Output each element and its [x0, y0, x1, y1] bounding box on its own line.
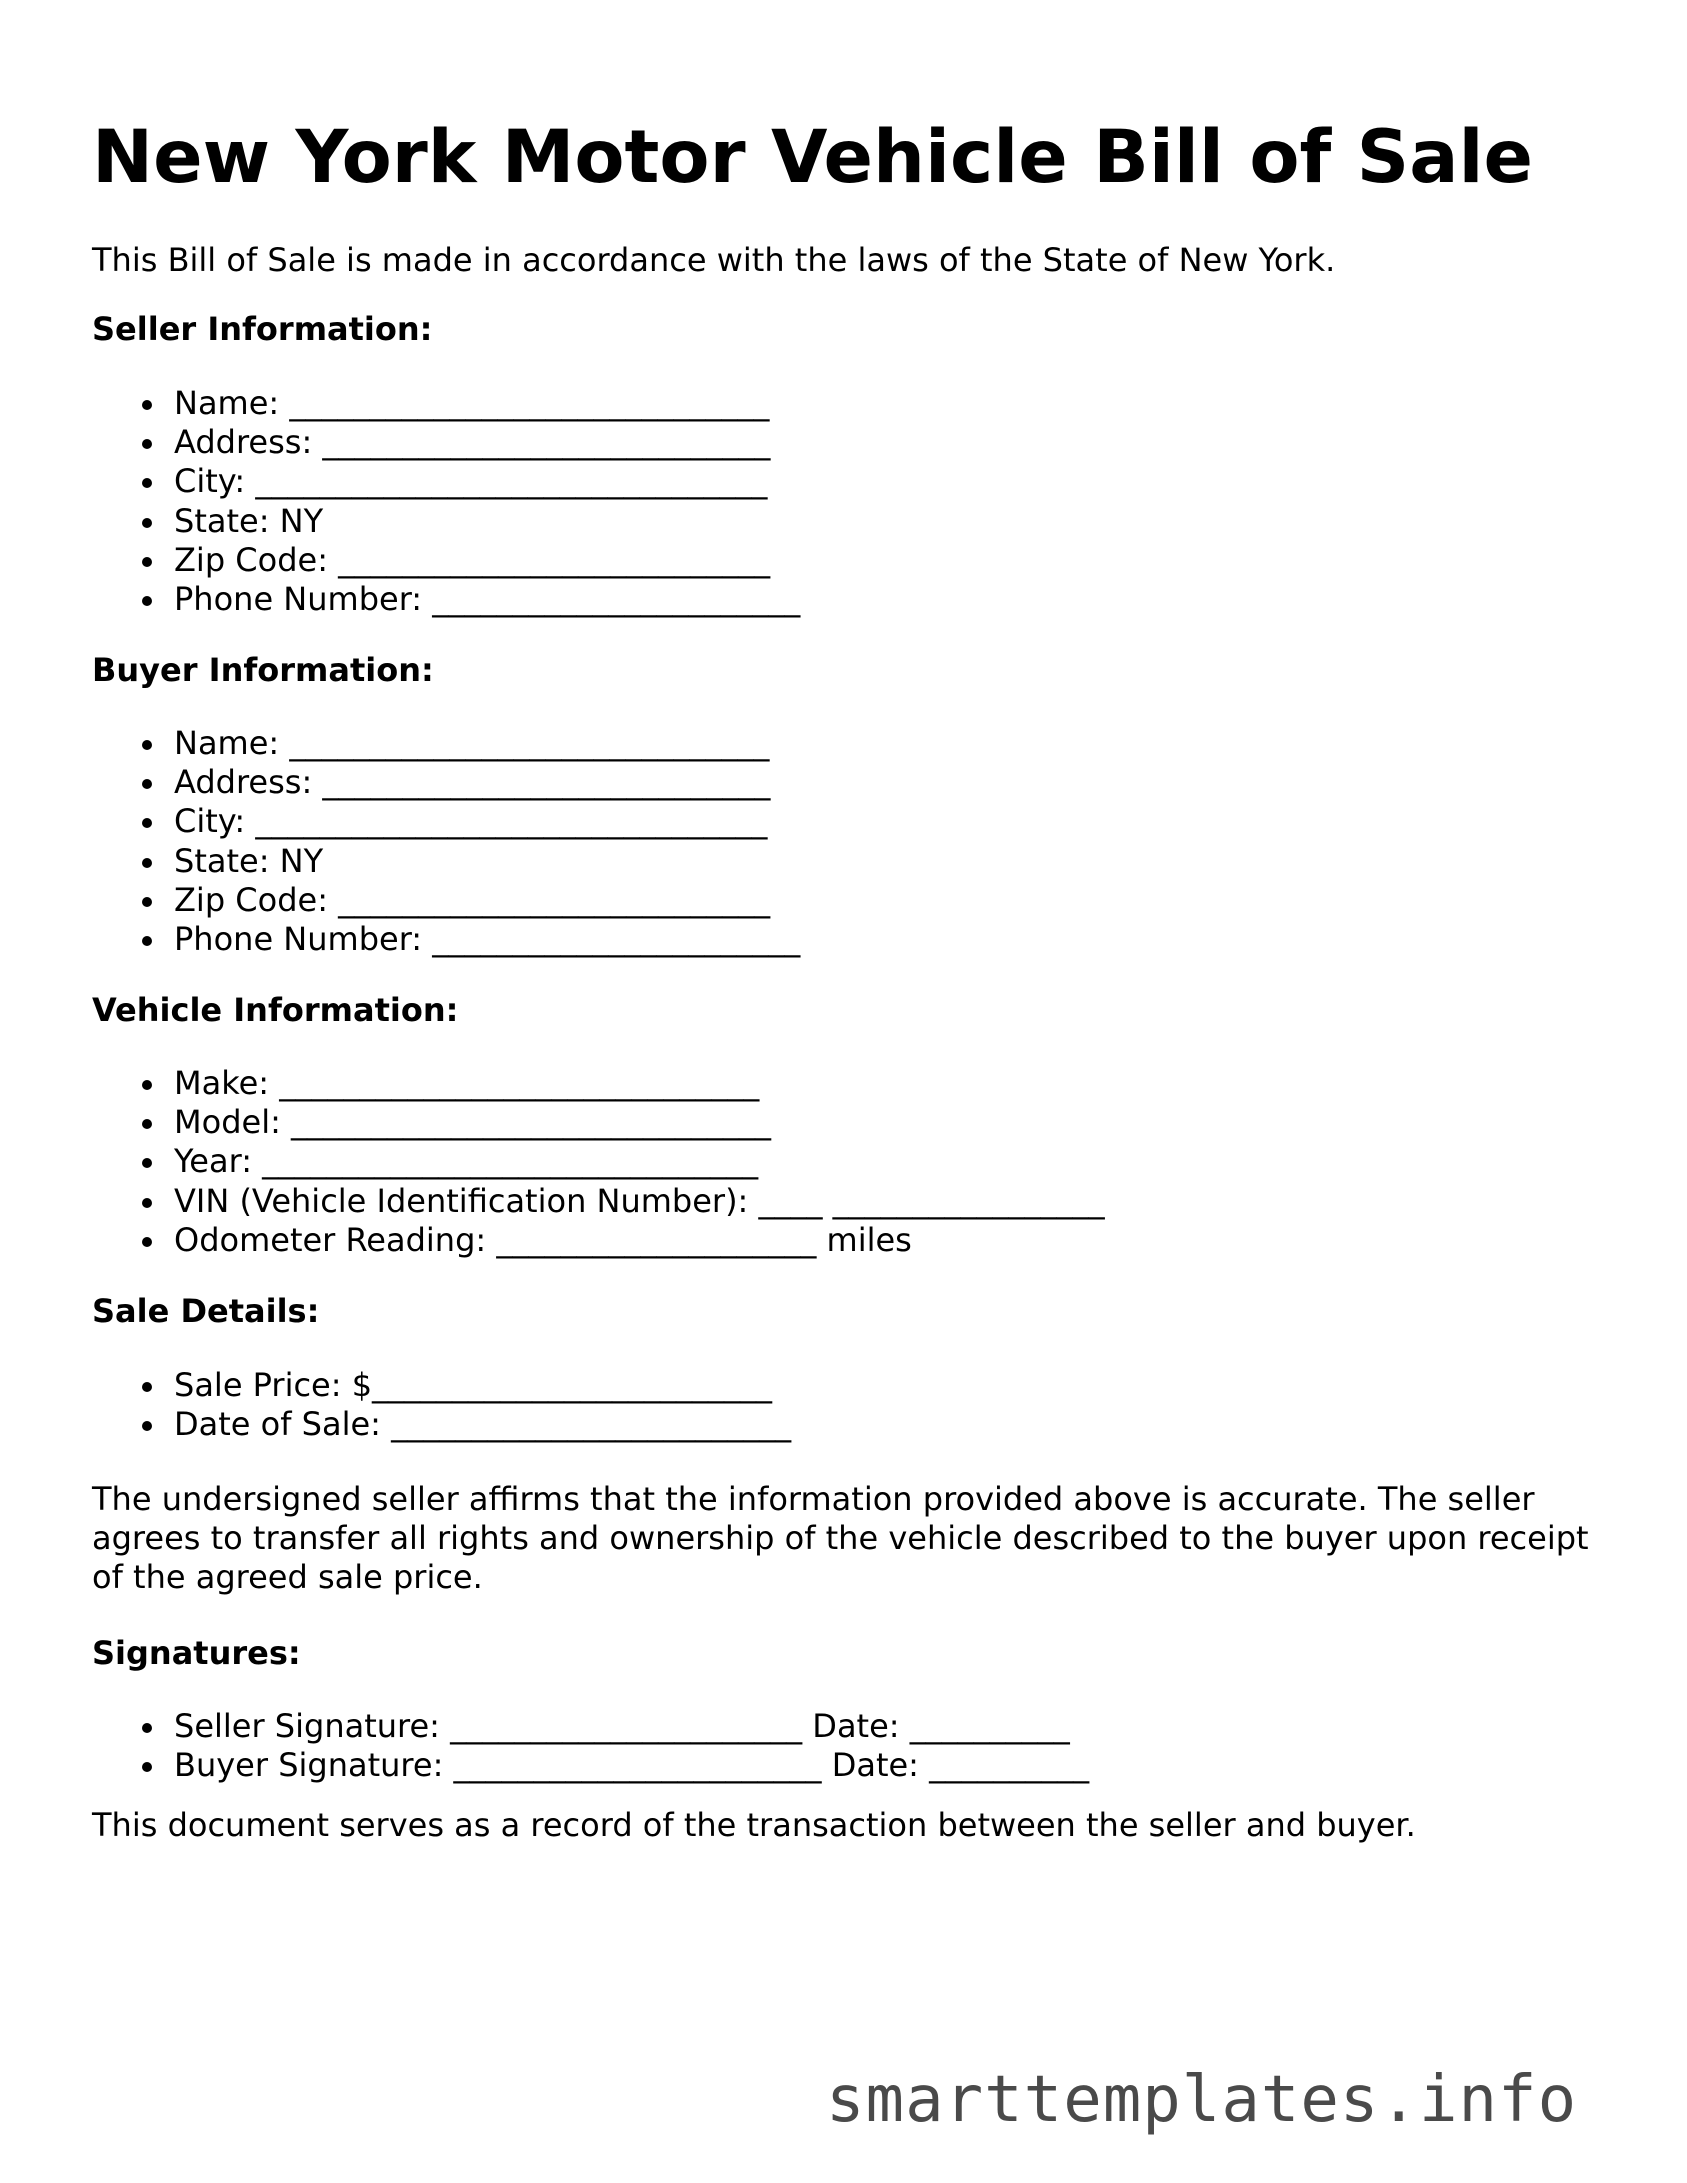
seller-state-field: State: NY	[174, 502, 800, 541]
seller-phone-field: Phone Number: _______________________	[174, 580, 801, 619]
seller-city-field: City: ________________________________	[174, 462, 800, 501]
buyer-fields	[92, 724, 800, 959]
vehicle-model-field: Model: ______________________________	[174, 1103, 1105, 1142]
vehicle-fields	[92, 1064, 1105, 1260]
vehicle-odometer-field: Odometer Reading: ____________________ miles	[174, 1221, 1105, 1260]
buyer-address-field: Address: ____________________________	[174, 763, 800, 802]
buyer-state-field: State: NY	[174, 842, 800, 881]
buyer-signature-field: Buyer Signature: _______________________ Date: __________	[174, 1746, 1090, 1785]
watermark: smarttemplates.info	[826, 2063, 1578, 2137]
seller-fields	[92, 384, 800, 619]
seller-signature-field: Seller Signature: ______________________ Date: __________	[174, 1707, 1089, 1746]
seller-zip-field: Zip Code: ___________________________	[174, 541, 800, 580]
signature-fields	[92, 1707, 1089, 1785]
seller-name-field: Name: ______________________________	[174, 384, 800, 423]
vehicle-year-field: Year: _______________________________	[174, 1142, 1105, 1181]
seller-address-field: Address: ____________________________	[174, 423, 800, 462]
sale-fields	[92, 1366, 791, 1444]
vehicle-vin-field: VIN (Vehicle Identification Number): ____ _________________	[174, 1181, 1105, 1220]
sale-heading: Sale Details:	[92, 1292, 320, 1330]
seller-heading: Seller Information:	[92, 310, 433, 348]
sale-price-field: Sale Price: $_________________________	[174, 1366, 791, 1405]
vehicle-make-field: Make: ______________________________	[174, 1064, 1105, 1103]
buyer-heading: Buyer Information:	[92, 651, 434, 689]
buyer-city-field: City: ________________________________	[174, 802, 800, 841]
document-title: New York Motor Vehicle Bill of Sale	[92, 115, 1534, 200]
sale-date-field: Date of Sale: _________________________	[174, 1405, 792, 1444]
vehicle-heading: Vehicle Information:	[92, 991, 459, 1029]
affirmation-paragraph: The undersigned seller affirms that the information provided above is accurate. The seller agrees to transfer all rights and ownership of the vehicle described to the buyer upon receipt of the agreed sale price.	[92, 1480, 1589, 1597]
buyer-name-field: Name: ______________________________	[174, 724, 800, 763]
closing-text: This document serves as a record of the transaction between the seller and buyer.	[92, 1806, 1416, 1844]
signatures-heading: Signatures:	[92, 1634, 301, 1672]
intro-text: This Bill of Sale is made in accordance with the laws of the State of New York.	[92, 241, 1336, 279]
buyer-zip-field: Zip Code: ___________________________	[174, 881, 800, 920]
buyer-phone-field: Phone Number: _______________________	[174, 920, 801, 959]
